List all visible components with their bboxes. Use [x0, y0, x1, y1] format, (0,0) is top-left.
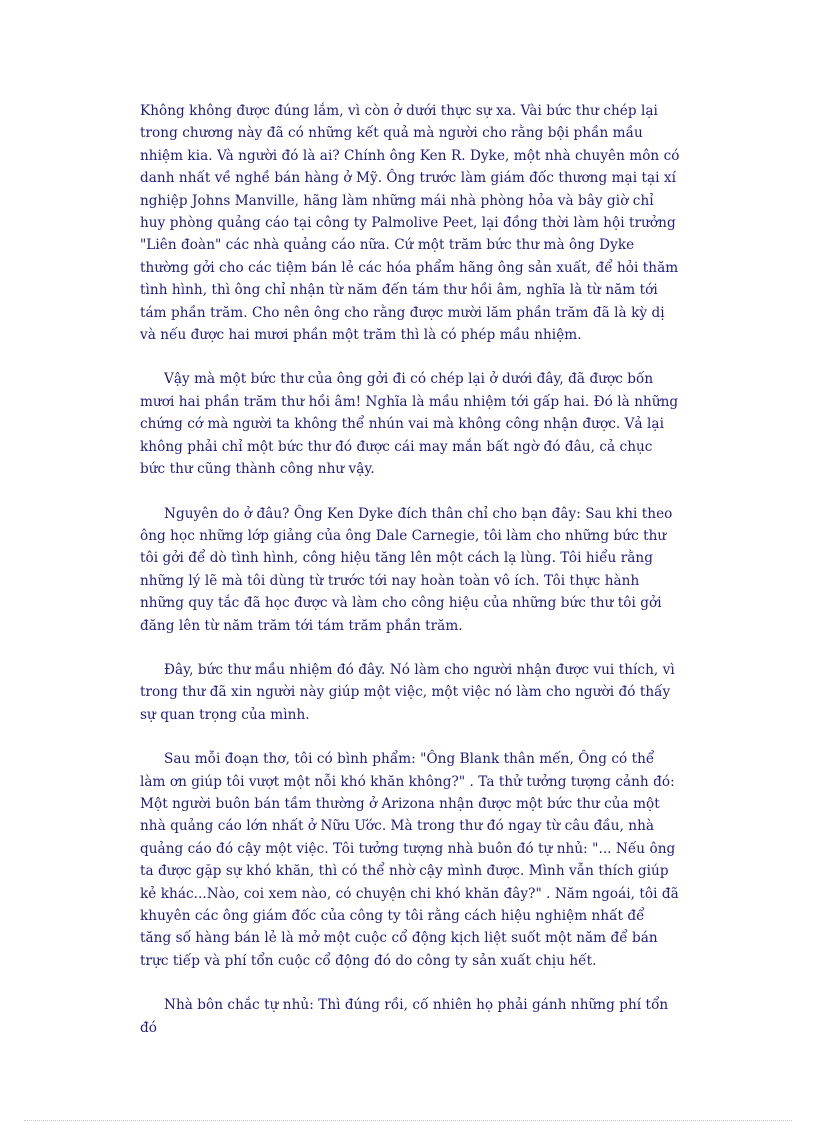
document-body: [140, 100, 680, 1061]
paragraph-2: Vậy mà một bức thư của ông gởi đi có chép lại ở dưới đây, đã được bốn mươi hai phần trăm thư hồi âm! Nghĩa là mầu nhiệm tới gấp hai. Đó là những chứng cớ mà người ta không thể nhún vai mà không công nhận được. Vả lại không phải chỉ một bức thư đó được cái may mắn bất ngờ đó đâu, cả chục bức thư cũng thành công như vậy.: [140, 371, 679, 478]
paragraph-5: Sau mỗi đoạn thơ, tôi có bình phẩm: "Ông Blank thân mến, Ông có thể làm ơn giúp tôi vượt một nỗi khó khăn không?" . Ta thử tưởng tượng cảnh đó: Một người buôn bán tầm thường ở Arizona nhận được một bức thư của một nhà quảng cáo lớn nhất ở Nữu Ước. Mà trong thư đó ngay từ câu đầu, nhà quảng cáo đó cậy một việc. Tôi tưởng tượng nhà buôn đó tự nhủ: "... Nếu ông ta được gặp sự khó khăn, thì có thể nhờ cậy mình được. Mình vẫn thích giúp kẻ khác...Nào, coi xem nào, có chuyện chi khó khăn đây?" . Năm ngoái, tôi đã khuyên các ông giám đốc của công ty tôi rằng cách hiệu nghiệm nhất để tăng số hàng bán lẻ là mở một cuộc cổ động kịch liệt suốt một năm để bán trực tiếp và phí tổn cuộc cổ động đó do công ty sản xuất chịu hết.: [140, 751, 679, 969]
page-bottom-divider: [24, 1120, 792, 1121]
paragraph-1: Không không được đúng lắm, vì còn ở dưới thực sự xa. Vài bức thư chép lại trong chương này đã có những kết quả mà người cho rằng bội phần mầu nhiệm kia. Và người đó là ai? Chính ông Ken R. Dyke, một nhà chuyên môn có danh nhất về nghề bán hàng ở Mỹ. Ông trước làm giám đốc thương mại tại xí nghiệp Johns Manville, hãng làm những mái nhà phòng hỏa và bây giờ chỉ huy phòng quảng cáo tại công ty Palmolive Peet, lại đồng thời làm hội trưởng "Liên đoàn" các nhà quảng cáo nữa. Cứ một trăm bức thư mà ông Dyke thường gởi cho các tiệm bán lẻ các hóa phẩm hãng ông sản xuất, để hỏi thăm tình hình, thì ông chỉ nhận từ năm đến tám thư hồi âm, nghĩa là từ năm tới tám phần trăm. Cho nên ông cho rằng được mười lăm phần trăm đã là kỳ dị và nếu được hai mươi phần một trăm thì là có phép mầu nhiệm.: [140, 103, 680, 344]
paragraph-3: Nguyên do ở đâu? Ông Ken Dyke đích thân chỉ cho bạn đây: Sau khi theo ông học những lớp giảng của ông Dale Carnegie, tôi làm cho những bức thư tôi gởi để dò tình hình, công hiệu tăng lên một cách lạ lùng. Tôi hiểu rằng những lý lẽ mà tôi dùng từ trước tới nay hoàn toàn vô ích. Tôi thực hành những quy tắc đã học được và làm cho công hiệu của những bức thư tôi gởi đăng lên từ năm trăm tới tám trăm phần trăm.: [140, 505, 673, 634]
paragraph-4: Đây, bức thư mầu nhiệm đó đây. Nó làm cho người nhận được vui thích, vì trong thư đã xin người này giúp một việc, một việc nó làm cho người đó thấy sự quan trọng của mình.: [140, 661, 675, 723]
paragraph-6: Nhà bôn chắc tự nhủ: Thì đúng rồi, cố nhiên họ phải gánh những phí tổn đó: [140, 997, 669, 1036]
